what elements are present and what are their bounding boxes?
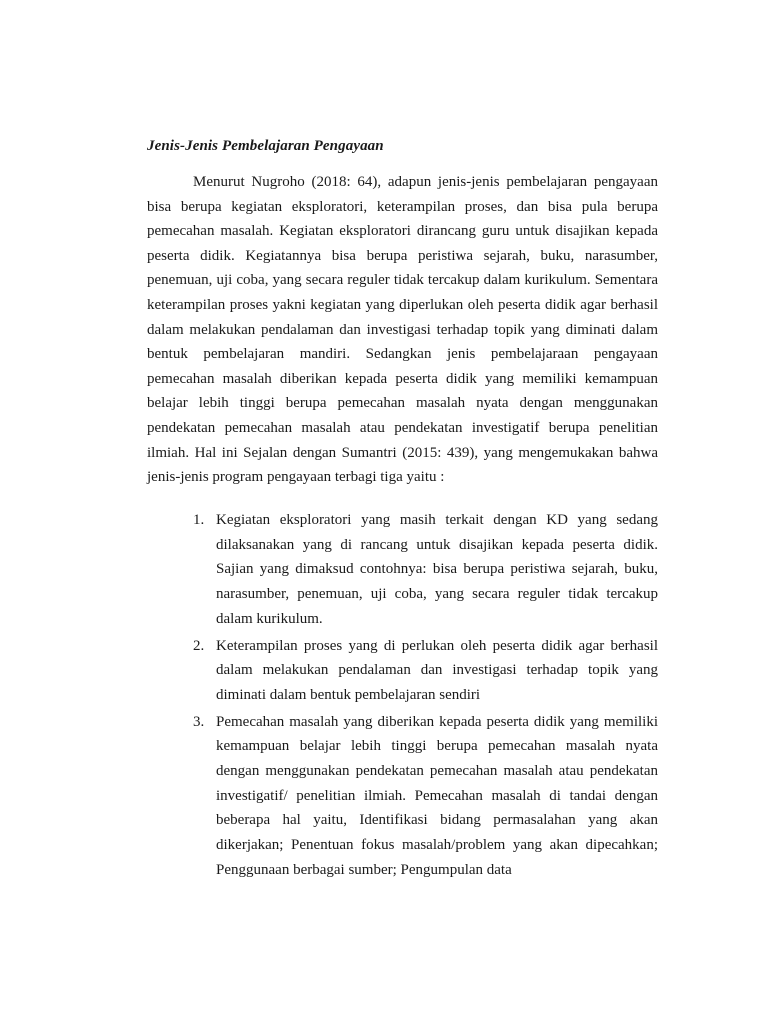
section-title: Jenis-Jenis Pembelajaran Pengayaan: [147, 138, 384, 154]
list-item-text: Keterampilan proses yang di perlukan oleh peserta didik agar berhasil dalam melakukan pendalaman dan investigasi terhadap topik yang diminati dalam bentuk pembelajaran sendiri: [216, 637, 658, 703]
list-item-text: Pemecahan masalah yang diberikan kepada peserta didik yang memiliki kemampuan belajar lebih tinggi berupa pemecahan masalah nyata dengan menggunakan pendekatan pemecahan masalah atau pendekatan investigatif/ penelitian ilmiah. Pemecahan masalah di tandai dengan beberapa hal yaitu, Identifikasi bidang permasalahan yang akan dikerjakan; Penentuan fokus masalah/problem yang akan dipecahkan; Penggunaan berbagai sumber; Pengumpulan data: [216, 713, 658, 878]
numbered-list: [147, 508, 658, 885]
list-item: [147, 508, 658, 632]
list-item-number: 3.: [193, 713, 205, 730]
list-item: [147, 710, 658, 883]
body-paragraph: Menurut Nugroho (2018: 64), adapun jenis-jenis pembelajaran pengayaan bisa berupa kegiatan eksploratori, keterampilan proses, dan bisa pula berupa pemecahan masalah. Kegiatan eksploratori dirancang guru untuk disajikan kepada peserta didik. Kegiatannya bisa berupa peristiwa sejarah, buku, narasumber, penemuan, uji coba, yang secara reguler tidak tercakup dalam kurikulum. Sementara keterampilan proses yakni kegiatan yang diperlukan oleh peserta didik agar berhasil dalam melakukan pendalaman dan investigasi terhadap topik yang diminati dalam bentuk pembelajaran mandiri. Sedangkan jenis pembelajaraan pengayaan pemecahan masalah diberikan kepada peserta didik yang memiliki kemampuan belajar lebih tinggi berupa pemecahan masalah nyata dengan menggunakan pendekatan pemecahan masalah atau pendekatan investigatif berupa penelitian ilmiah. Hal ini Sejalan dengan Sumantri (2015: 439), yang mengemukakan bahwa jenis-jenis program pengayaan terbagi tiga yaitu :: [147, 174, 658, 486]
list-item-number: 1.: [193, 512, 205, 528]
list-item-text: Kegiatan eksploratori yang masih terkait dengan KD yang sedang dilaksanakan yang di rancang untuk disajikan kepada peserta didik. Sajian yang dimaksud contohnya: bisa berupa peristiwa sejarah, buku, narasumber, penemuan, uji coba, yang secara reguler tidak tercakup dalam kurikulum.: [216, 512, 658, 627]
list-item-number: 2.: [193, 637, 205, 654]
list-item: [147, 634, 658, 708]
